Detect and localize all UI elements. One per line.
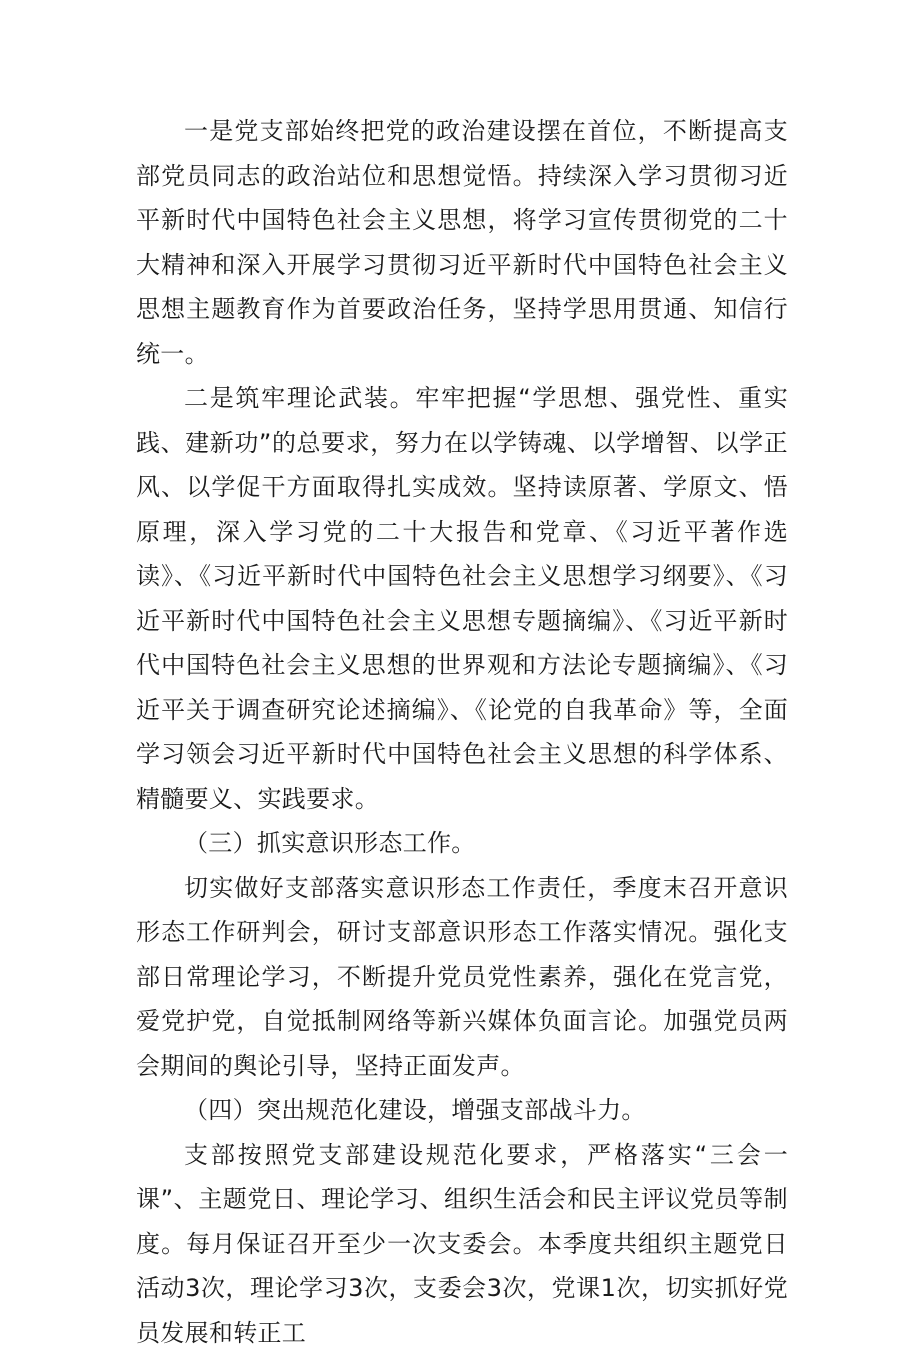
paragraph-ideology-work: 切实做好支部落实意识形态工作责任，季度末召开意识形态工作研判会，研讨支部意识形态工作落实情况。强化支部日常理论学习，不断提升党员党性素养，强化在党言党，爱党护党，自觉抵制网络等新兴媒体负面言论。加强党员两会期间的舆论引导，坚持正面发声。 — [136, 866, 788, 1089]
paragraph-standardization: 支部按照党支部建设规范化要求，严格落实“三会一课”、主题党日、理论学习、组织生活会和民主评议党员等制度。每月保证召开至少一次支委会。本季度共组织主题党日活动3次，理论学习3次，支委会3次，党课1次，切实抓好党员发展和转正工 — [136, 1133, 788, 1355]
paragraph-political-building: 一是党支部始终把党的政治建设摆在首位，不断提高支部党员同志的政治站位和思想觉悟。持续深入学习贯彻习近平新时代中国特色社会主义思想，将学习宣传贯彻党的二十大精神和深入开展学习贯彻习近平新时代中国特色社会主义思想主题教育作为首要政治任务，坚持学思用贯通、知信行统一。 — [136, 109, 788, 376]
section-heading-standardization: （四）突出规范化建设，增强支部战斗力。 — [136, 1088, 788, 1133]
section-heading-ideology: （三）抓实意识形态工作。 — [136, 821, 788, 866]
paragraph-theory-study: 二是筑牢理论武装。牢牢把握“学思想、强党性、重实践、建新功”的总要求，努力在以学铸魂、以学增智、以学正风、以学促干方面取得扎实成效。坚持读原著、学原文、悟原理，深入学习党的二十大报告和党章、《习近平著作选读》、《习近平新时代中国特色社会主义思想学习纲要》、《习近平新时代中国特色社会主义思想专题摘编》、《习近平新时代中国特色社会主义思想的世界观和方法论专题摘编》、《习近平关于调查研究论述摘编》、《论党的自我革命》等，全面学习领会习近平新时代中国特色社会主义思想的科学体系、精髓要义、实践要求。 — [136, 376, 788, 821]
document-body — [136, 109, 788, 1355]
